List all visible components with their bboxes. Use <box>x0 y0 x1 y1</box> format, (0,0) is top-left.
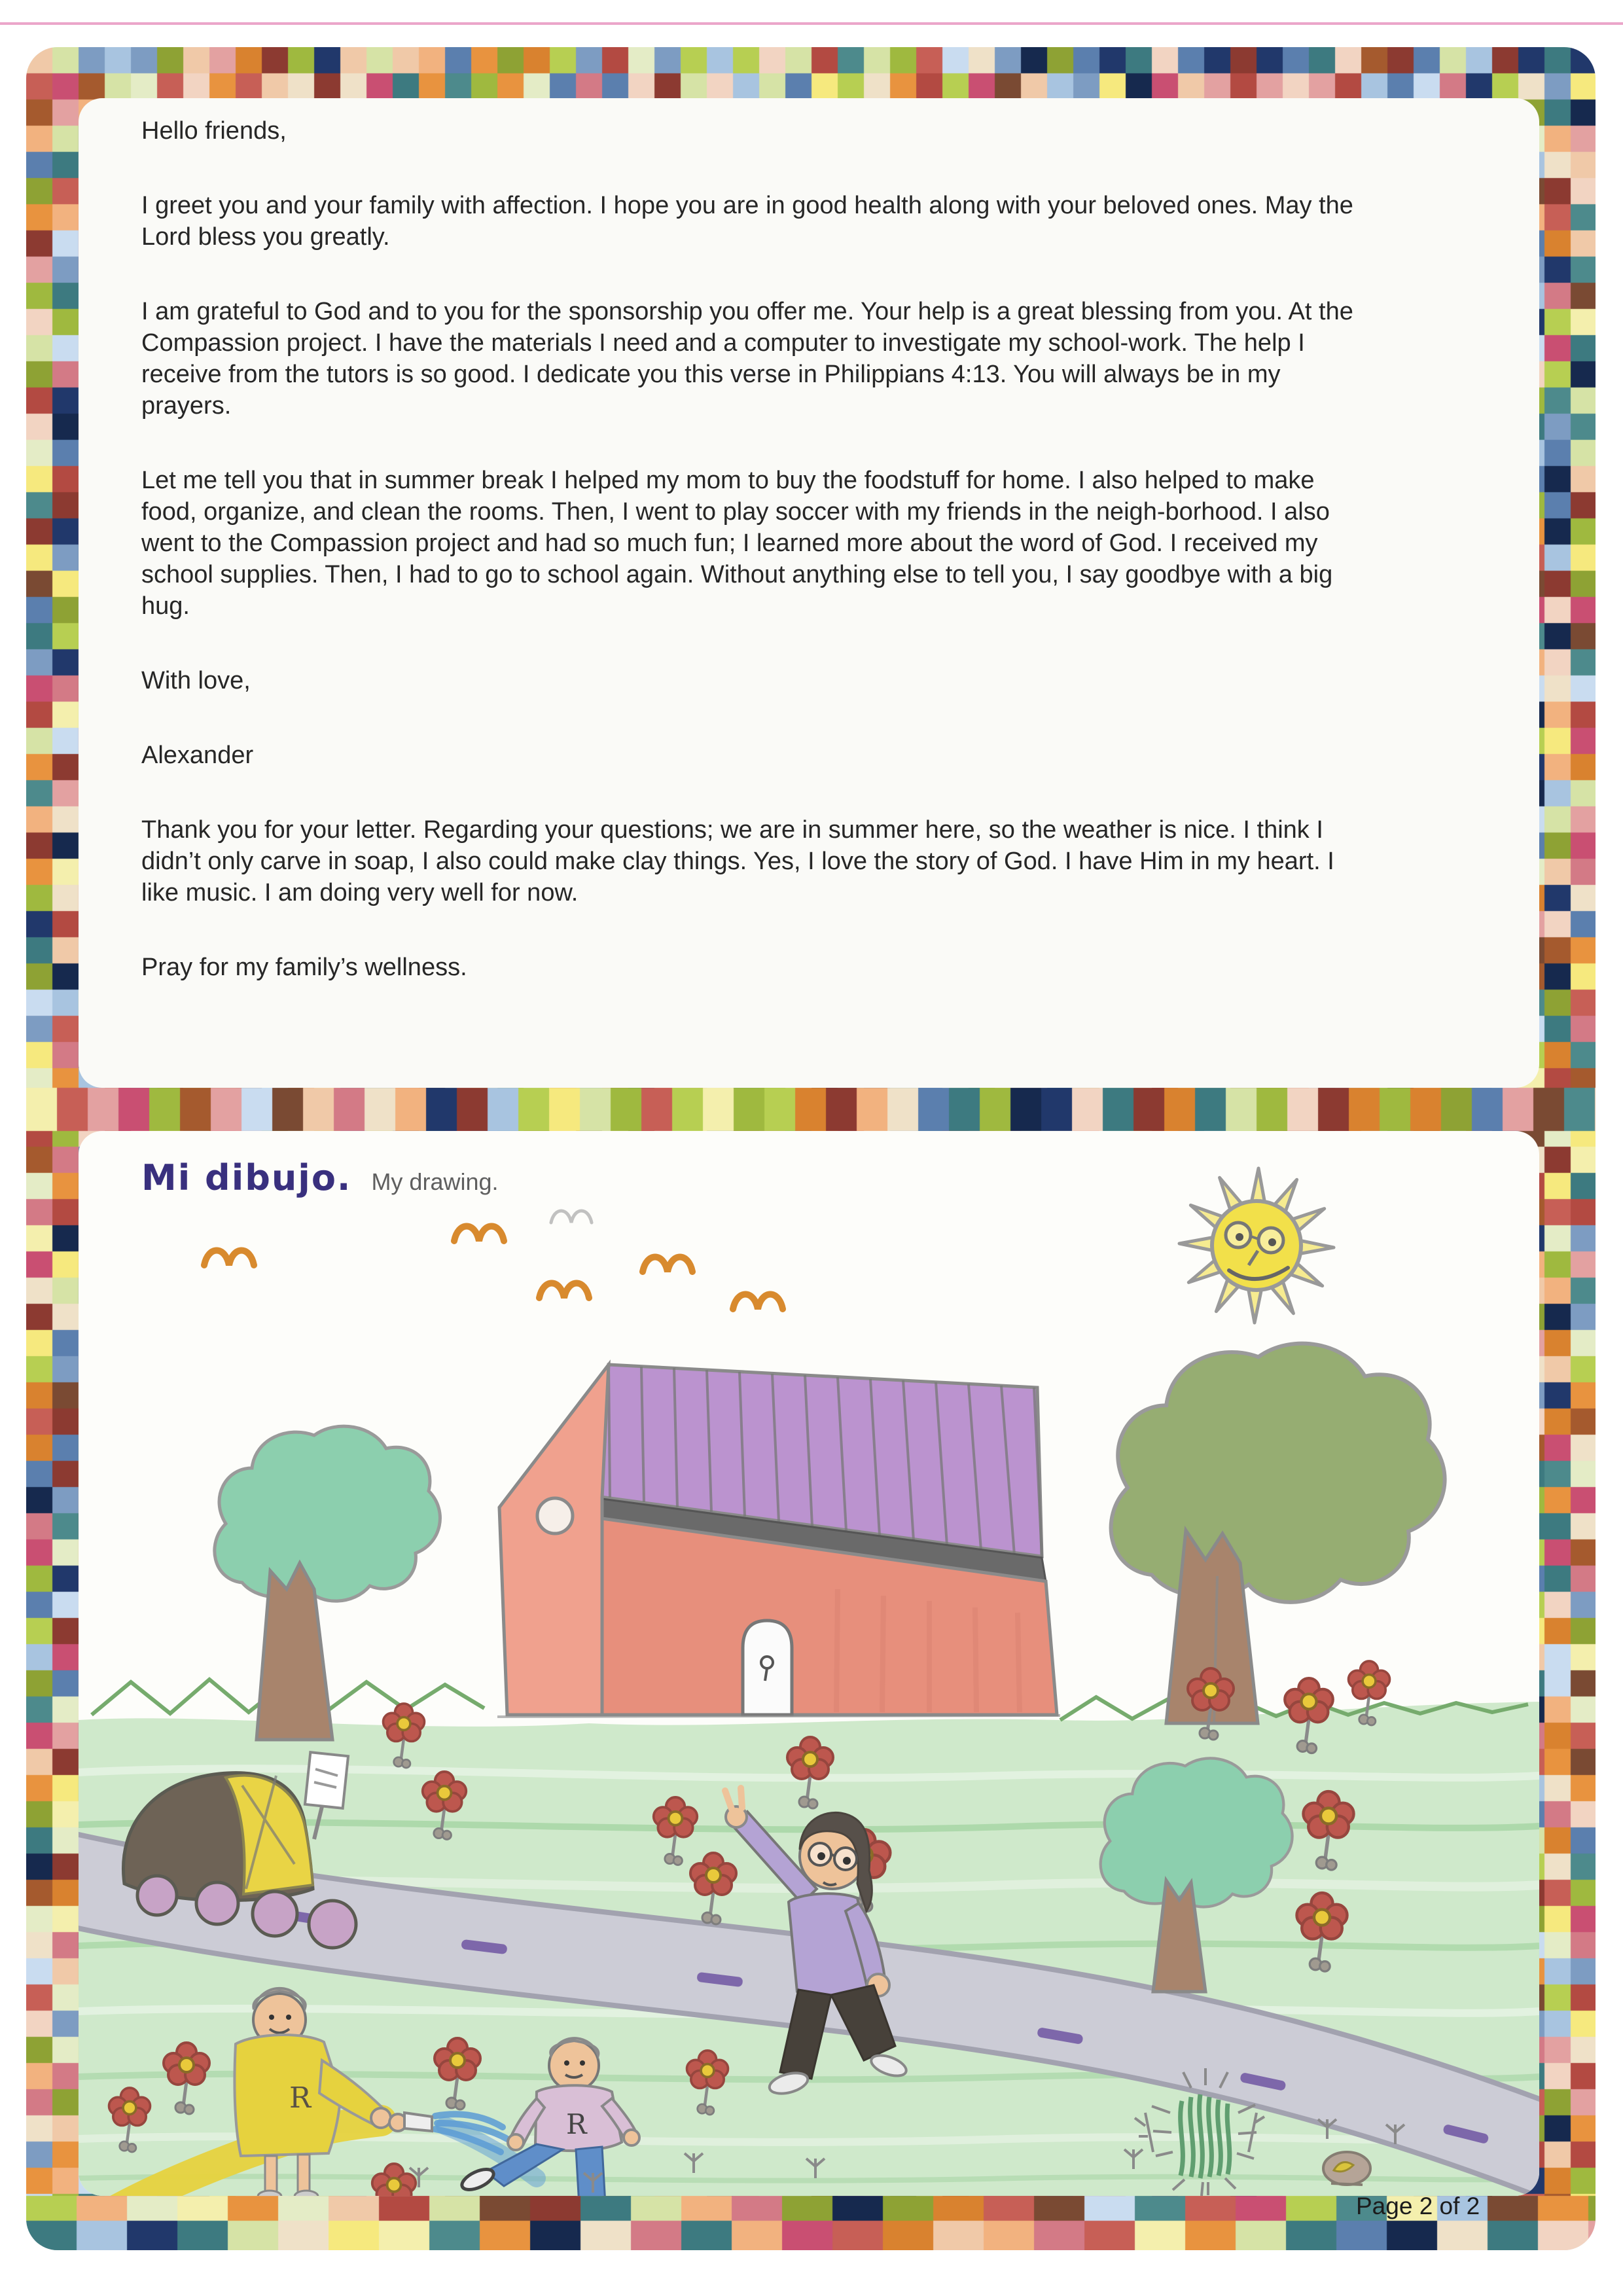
right-tree-drawing <box>1111 1344 1445 1723</box>
mosaic-frame <box>26 47 1596 2250</box>
sun-drawing <box>1179 1168 1334 1323</box>
page-indicator: Page 2 of 2 <box>1356 2193 1480 2219</box>
drawing-panel <box>79 1131 1539 2196</box>
letter-paragraph: Pray for my family’s wellness. <box>141 954 467 981</box>
letter-signature: Alexander <box>141 742 254 769</box>
letter-closing: With love, <box>141 667 251 694</box>
pink-divider-line <box>0 22 1623 25</box>
letter-greeting: Hello friends, <box>141 117 287 145</box>
letter-paragraph: I greet you and your family with affection. I hope you are in good health along with your beloved ones. May the Lord bless you greatly. <box>141 192 1353 251</box>
house-drawing <box>497 1365 1060 1717</box>
letter-paragraph: Let me tell you that in summer break I helped my mom to buy the foodstuff for home. I also helped to make food, organize, and clean the rooms. Then, I went to play soccer with my friends in the neigh-borhood. I also went to the Compassion project and had so much fun; I learned more about the word of God. I received my school supplies. Then, I had to go to school again. Without anything else to tell you, I say goodbye with a big hug. <box>141 467 1333 620</box>
shirt-letter: R <box>289 2081 312 2115</box>
drawing-header <box>141 1157 499 1198</box>
child-drawing <box>79 1131 1539 2196</box>
my-drawing-label: My drawing. <box>371 1168 499 1195</box>
letter-paragraph: Thank you for your letter. Regarding your questions; we are in summer here, so the weather is nice. I think I didn’t only carve in soap, I also could make clay things. Yes, I love the story of God. I have Him in my heart. I like music. I am doing very well for now. <box>141 816 1334 906</box>
letter-paragraph: I am grateful to God and to you for the sponsorship you offer me. Your help is a great blessing from you. At the Compassion project. I have the materials I need and a computer to investigate my school-work. The help I receive from the tutors is so good. I dedicate you this verse in Philippians 4:13. You will always be in my prayers. <box>141 298 1353 420</box>
mi-dibujo-label: Mi dibujo. <box>141 1157 352 1198</box>
rock-snail-drawing <box>1323 2152 1370 2185</box>
shirt-letter: R <box>566 2108 587 2140</box>
letter-body <box>79 98 1539 983</box>
birds-drawing <box>204 1211 783 1309</box>
letter-panel <box>79 98 1539 1088</box>
left-tree-drawing <box>215 1426 440 1740</box>
